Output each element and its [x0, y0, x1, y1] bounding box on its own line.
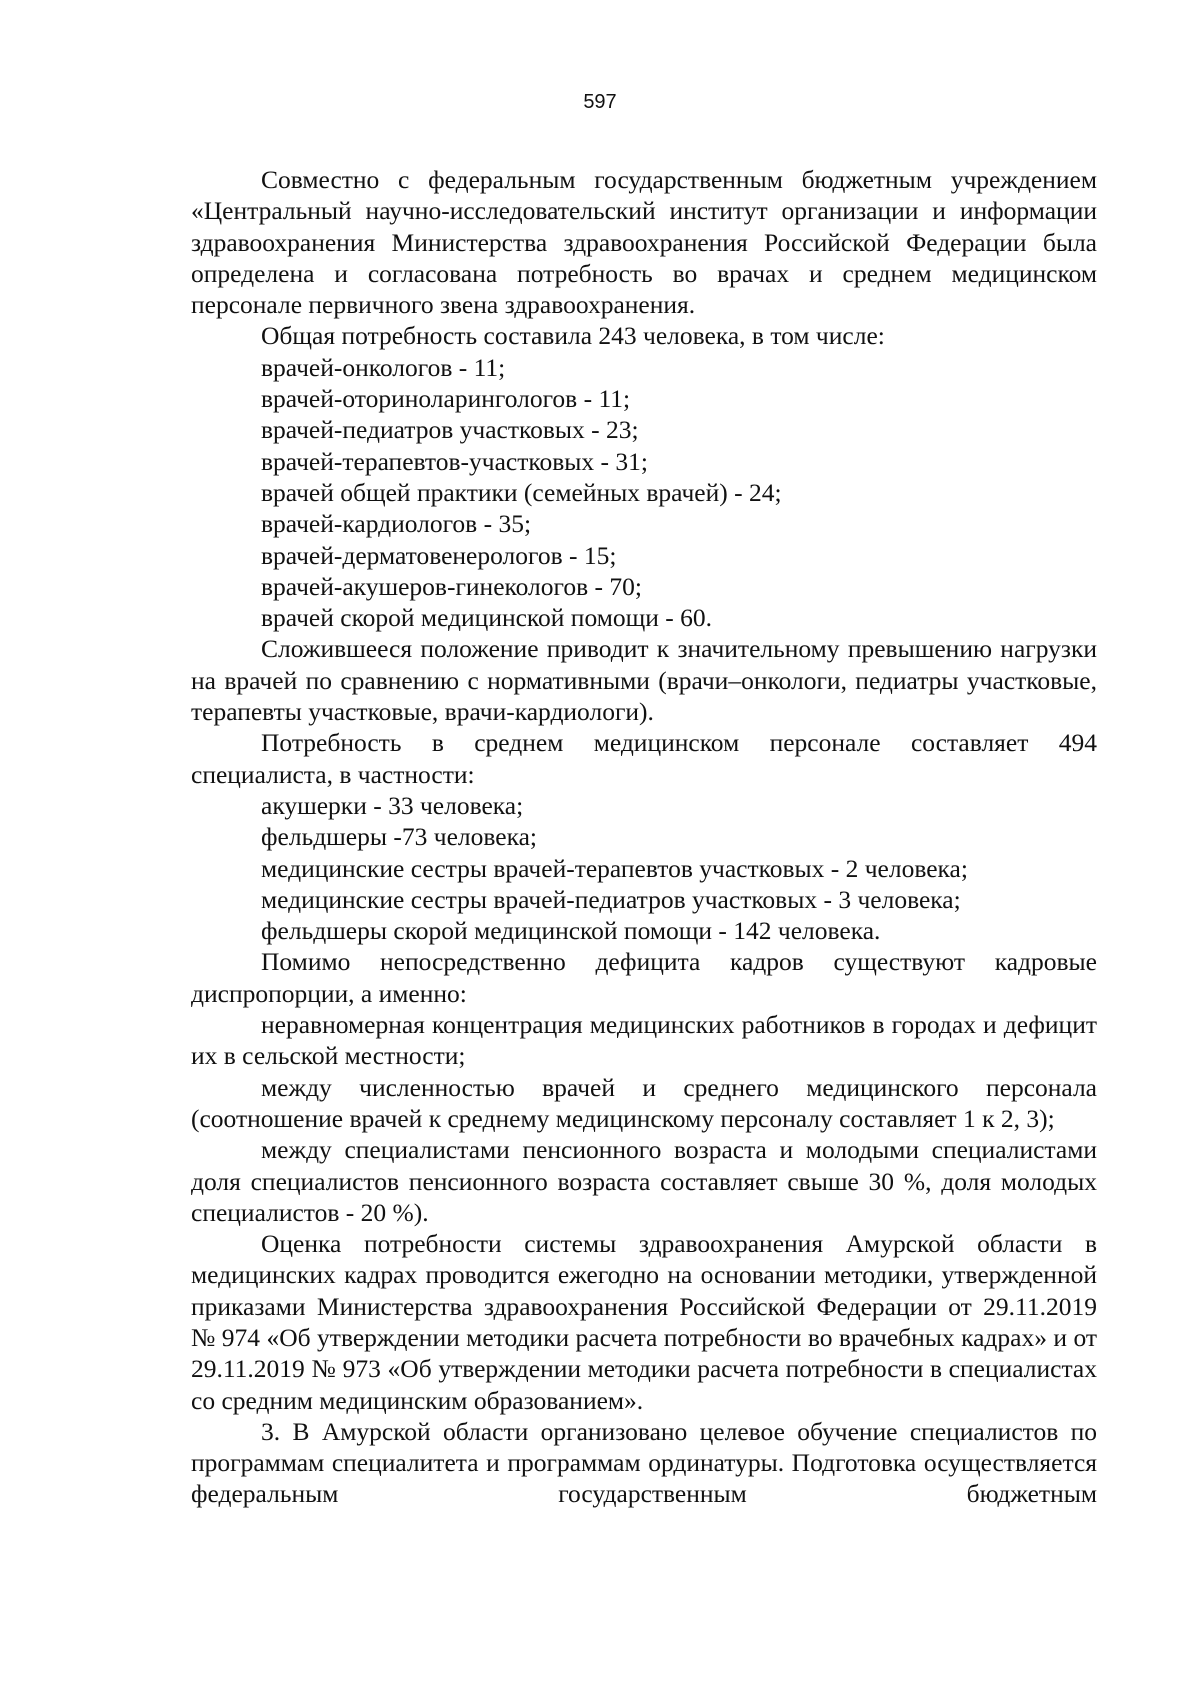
list-item: акушерки - 33 человека;: [261, 790, 524, 820]
paragraph-total-need: Общая потребность составила 243 человека, в том числе:: [261, 321, 885, 351]
paragraph-uneven-concentration: неравномерная концентрация медицинских работников в городах и дефицит их в сельской местности;: [191, 1010, 1097, 1071]
paragraph-disproportions: Помимо непосредственно дефицита кадров существуют кадровые диспропорции, а именно:: [191, 947, 1097, 1008]
list-item: медицинские сестры врачей-педиатров участковых - 3 человека;: [261, 884, 961, 914]
paragraph-workload: Сложившееся положение приводит к значительному превышению нагрузки на врачей по сравнению с нормативными (врачи–онкологи, педиатры участковые, терапевты участковые, врачи-кардиологи).: [191, 634, 1097, 727]
document-body: [191, 164, 1097, 1510]
nurses-list: [191, 790, 1097, 946]
list-item: врачей-акушеров-гинекологов - 70;: [261, 571, 642, 601]
paragraph-target-training: 3. В Амурской области организовано целевое обучение специалистов по программам специалитета и программам ординатуры. Подготовка осуществляется федеральным государственным бюджетным: [191, 1416, 1097, 1509]
list-item: врачей общей практики (семейных врачей) - 24;: [261, 477, 782, 507]
paragraph-age: между специалистами пенсионного возраста и молодыми специалистами доля специалистов пенсионного возраста составляет свыше 30 %, доля молодых специалистов - 20 %).: [191, 1135, 1097, 1227]
paragraph-cooperation: Совместно с федеральным государственным бюджетным учреждением «Центральный научно-исследовательский институт организации и информации здравоохранения Министерства здравоохранения Российской Федерации была определена и согласована потребность во врачах и среднем медицинском персонале первичного звена здравоохранения.: [191, 165, 1097, 320]
list-item: врачей-онкологов - 11;: [261, 352, 506, 382]
list-item: врачей-кардиологов - 35;: [261, 509, 532, 539]
list-item: фельдшеры скорой медицинской помощи - 142 человека.: [261, 916, 881, 946]
list-item: врачей-терапевтов-участковых - 31;: [261, 446, 648, 476]
paragraph-ratio: между численностью врачей и среднего медицинского персонала (соотношение врачей к среднему медицинскому персоналу составляет 1 к 2, 3);: [191, 1072, 1097, 1133]
list-item: медицинские сестры врачей-терапевтов участковых - 2 человека;: [261, 853, 968, 883]
list-item: врачей-дерматовенерологов - 15;: [261, 540, 617, 570]
list-item: врачей скорой медицинской помощи - 60.: [261, 603, 712, 633]
paragraph-nurse-need: Потребность в среднем медицинском персонале составляет 494 специалиста, в частности:: [191, 728, 1097, 789]
doctors-list: [191, 352, 1097, 634]
list-item: фельдшеры -73 человека;: [261, 822, 537, 852]
list-item: врачей-оториноларингологов - 11;: [261, 384, 631, 414]
page-number: 597: [583, 91, 617, 113]
paragraph-assessment: Оценка потребности системы здравоохранения Амурской области в медицинских кадрах проводится ежегодно на основании методики, утвержденной приказами Министерства здравоохранения Российской Федерации от 29.11.2019 № 974 «Об утверждении методики расчета потребности во врачебных кадрах» и от 29.11.2019 № 973 «Об утверждении методики расчета потребности в специалистах со средним медицинским образованием».: [191, 1229, 1097, 1415]
list-item: врачей-педиатров участковых - 23;: [261, 415, 639, 445]
